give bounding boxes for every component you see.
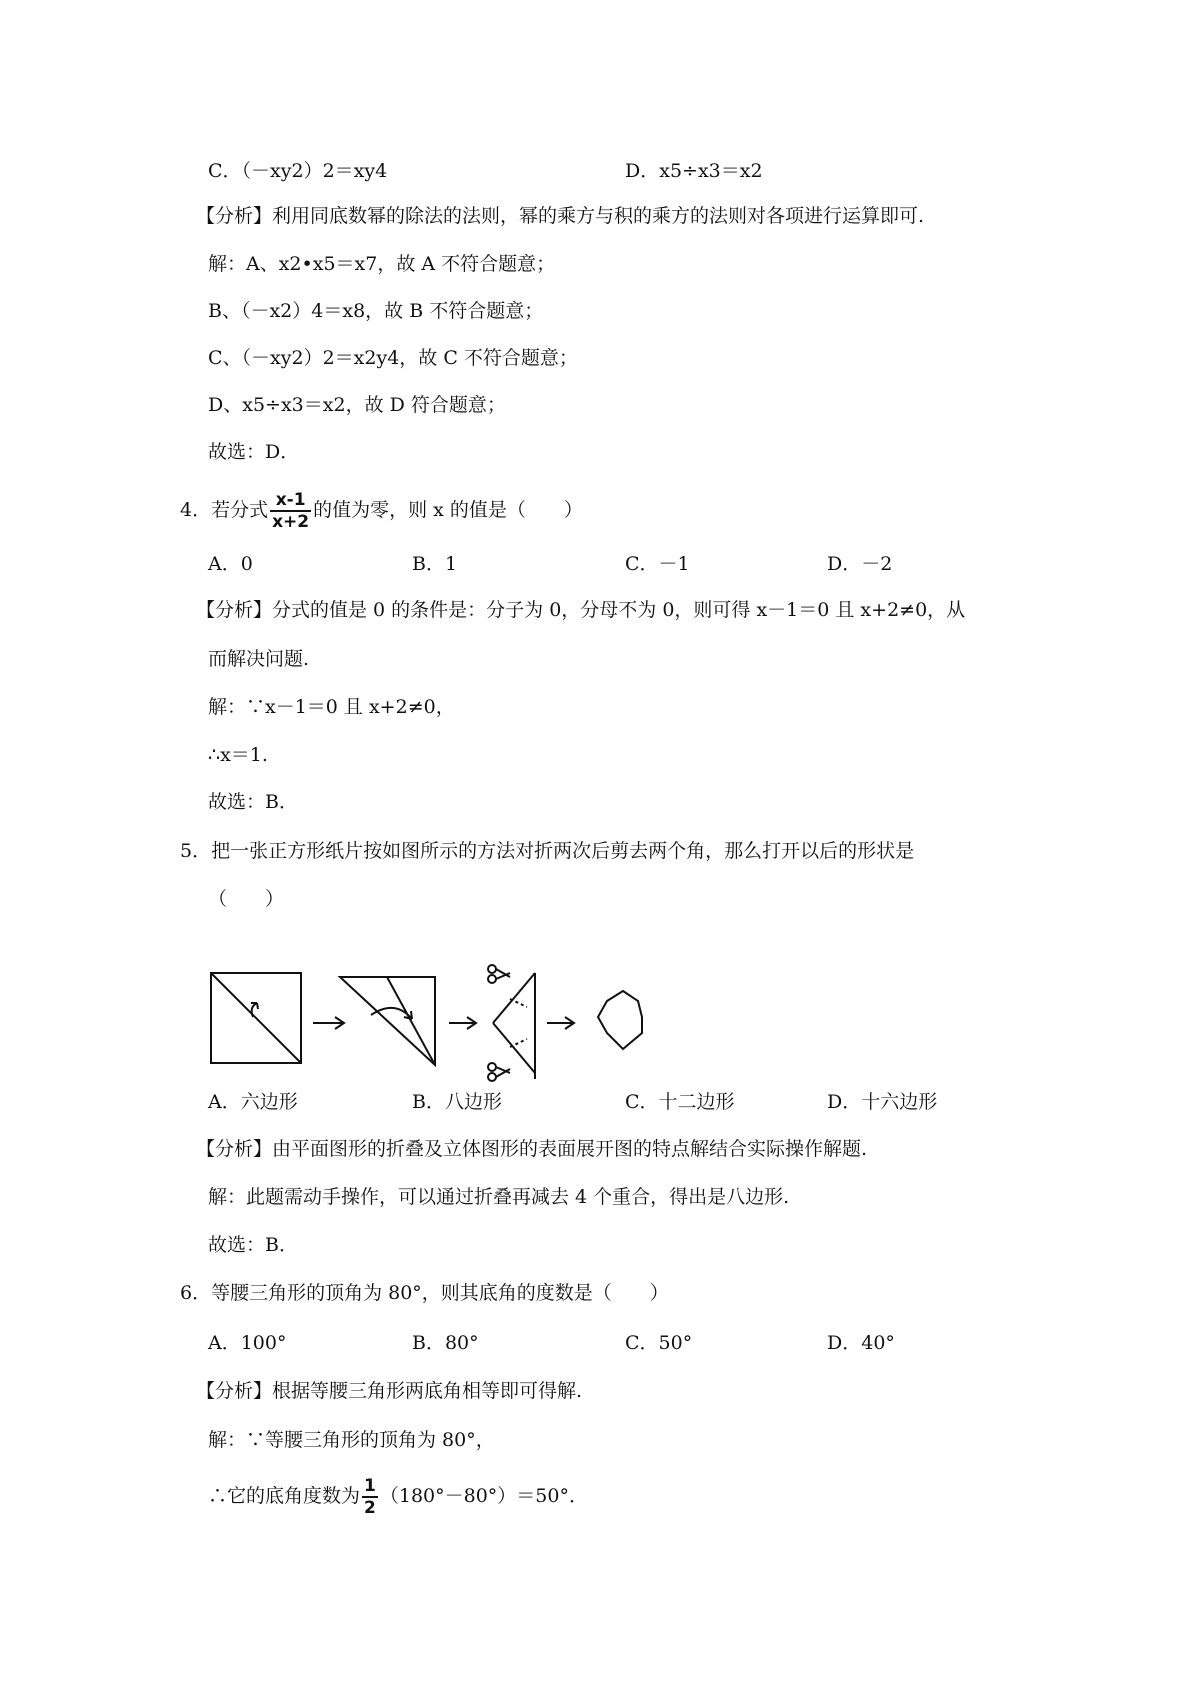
arrow-icon bbox=[313, 1017, 344, 1029]
q6-stem: 6．等腰三角形的顶角为 80°，则其底角的度数是（ ） bbox=[180, 1282, 669, 1304]
q3-analysis: 【分析】利用同底数幂的除法的法则，幂的乘方与积的乘方的法则对各项进行运算即可. bbox=[196, 205, 925, 227]
q6-fraction bbox=[362, 1476, 378, 1518]
q5-solution-1: 解：此题需动手操作，可以通过折叠再减去 4 个重合，得出是八边形. bbox=[208, 1186, 790, 1208]
q6-option-b: B．80° bbox=[412, 1332, 479, 1354]
square-fold-icon bbox=[211, 973, 301, 1063]
q6-option-a: A．100° bbox=[208, 1332, 287, 1354]
q5-analysis: 【分析】由平面图形的折叠及立体图形的表面展开图的特点解结合实际操作解题. bbox=[196, 1138, 868, 1160]
q3-solution-b: B、（－x2）4＝x8，故 B 不符合题意； bbox=[208, 300, 544, 322]
q6-option-d: D．40° bbox=[827, 1332, 895, 1354]
q6-option-c: C．50° bbox=[625, 1332, 693, 1354]
q4-option-d: D．－2 bbox=[827, 553, 893, 575]
q4-analysis-line1: 【分析】分式的值是 0 的条件是：分子为 0，分母不为 0，则可得 x－1＝0 且 x+2≠0，从 bbox=[196, 599, 966, 621]
q6-fraction-denominator: 2 bbox=[364, 1498, 376, 1518]
q6-solution-2-suffix: （180°－80°）＝50°． bbox=[379, 1485, 588, 1507]
q5-option-a: A．六边形 bbox=[208, 1091, 298, 1113]
q3-option-c: C．（－xy2）2＝xy4 bbox=[208, 160, 388, 182]
q4-fraction bbox=[270, 490, 311, 532]
q4-solution-2: ∴x＝1. bbox=[208, 744, 268, 766]
q4-stem-prefix: 4．若分式 bbox=[180, 499, 269, 521]
q6-solution-2 bbox=[208, 1476, 588, 1518]
q4-option-b: B．1 bbox=[412, 553, 458, 575]
q5-option-c: C．十二边形 bbox=[625, 1091, 735, 1113]
q6-fraction-numerator: 1 bbox=[364, 1476, 376, 1496]
q5-option-b: B．八边形 bbox=[412, 1091, 502, 1113]
q3-option-d: D．x5÷x3＝x2 bbox=[625, 160, 763, 182]
q5-stem-line1: 5．把一张正方形纸片按如图所示的方法对折两次后剪去两个角，那么打开以后的形状是 bbox=[180, 840, 915, 862]
q4-fraction-numerator: x-1 bbox=[270, 490, 311, 512]
q4-stem bbox=[180, 490, 583, 532]
q4-option-c: C．－1 bbox=[625, 553, 690, 575]
q4-fraction-denominator: x+2 bbox=[272, 512, 310, 532]
q4-analysis-line2: 而解决问题. bbox=[208, 648, 310, 670]
arrow-icon bbox=[547, 1017, 574, 1029]
q3-answer: 故选：D． bbox=[208, 441, 300, 463]
q3-solution-c: C、（－xy2）2＝x2y4，故 C 不符合题意； bbox=[208, 347, 578, 369]
q4-answer: 故选：B． bbox=[208, 791, 298, 813]
triangle-fold-icon bbox=[340, 977, 435, 1065]
q6-solution-2-prefix: ∴它的底角度数为 bbox=[208, 1485, 361, 1507]
q5-option-d: D．十六边形 bbox=[827, 1091, 938, 1113]
q6-solution-1: 解：∵等腰三角形的顶角为 80°， bbox=[208, 1429, 495, 1451]
scissors-cut-icon bbox=[488, 965, 535, 1081]
q3-solution-a: 解：A、x2•x5＝x7，故 A 不符合题意； bbox=[208, 253, 556, 275]
q3-solution-d: D、x5÷x3＝x2，故 D 符合题意； bbox=[208, 394, 506, 416]
q5-stem-line2: （ ） bbox=[208, 888, 285, 910]
q4-solution-1: 解：∵x－1＝0 且 x+2≠0， bbox=[208, 696, 455, 718]
arrow-icon bbox=[449, 1017, 476, 1029]
octagon-result-icon bbox=[598, 991, 642, 1049]
q6-analysis: 【分析】根据等腰三角形两底角相等即可得解. bbox=[196, 1380, 583, 1402]
paper-folding-figure bbox=[205, 955, 675, 1110]
q4-stem-suffix: 的值为零，则 x 的值是（ ） bbox=[313, 499, 583, 521]
q4-option-a: A．0 bbox=[208, 553, 253, 575]
q5-answer: 故选：B． bbox=[208, 1234, 298, 1256]
